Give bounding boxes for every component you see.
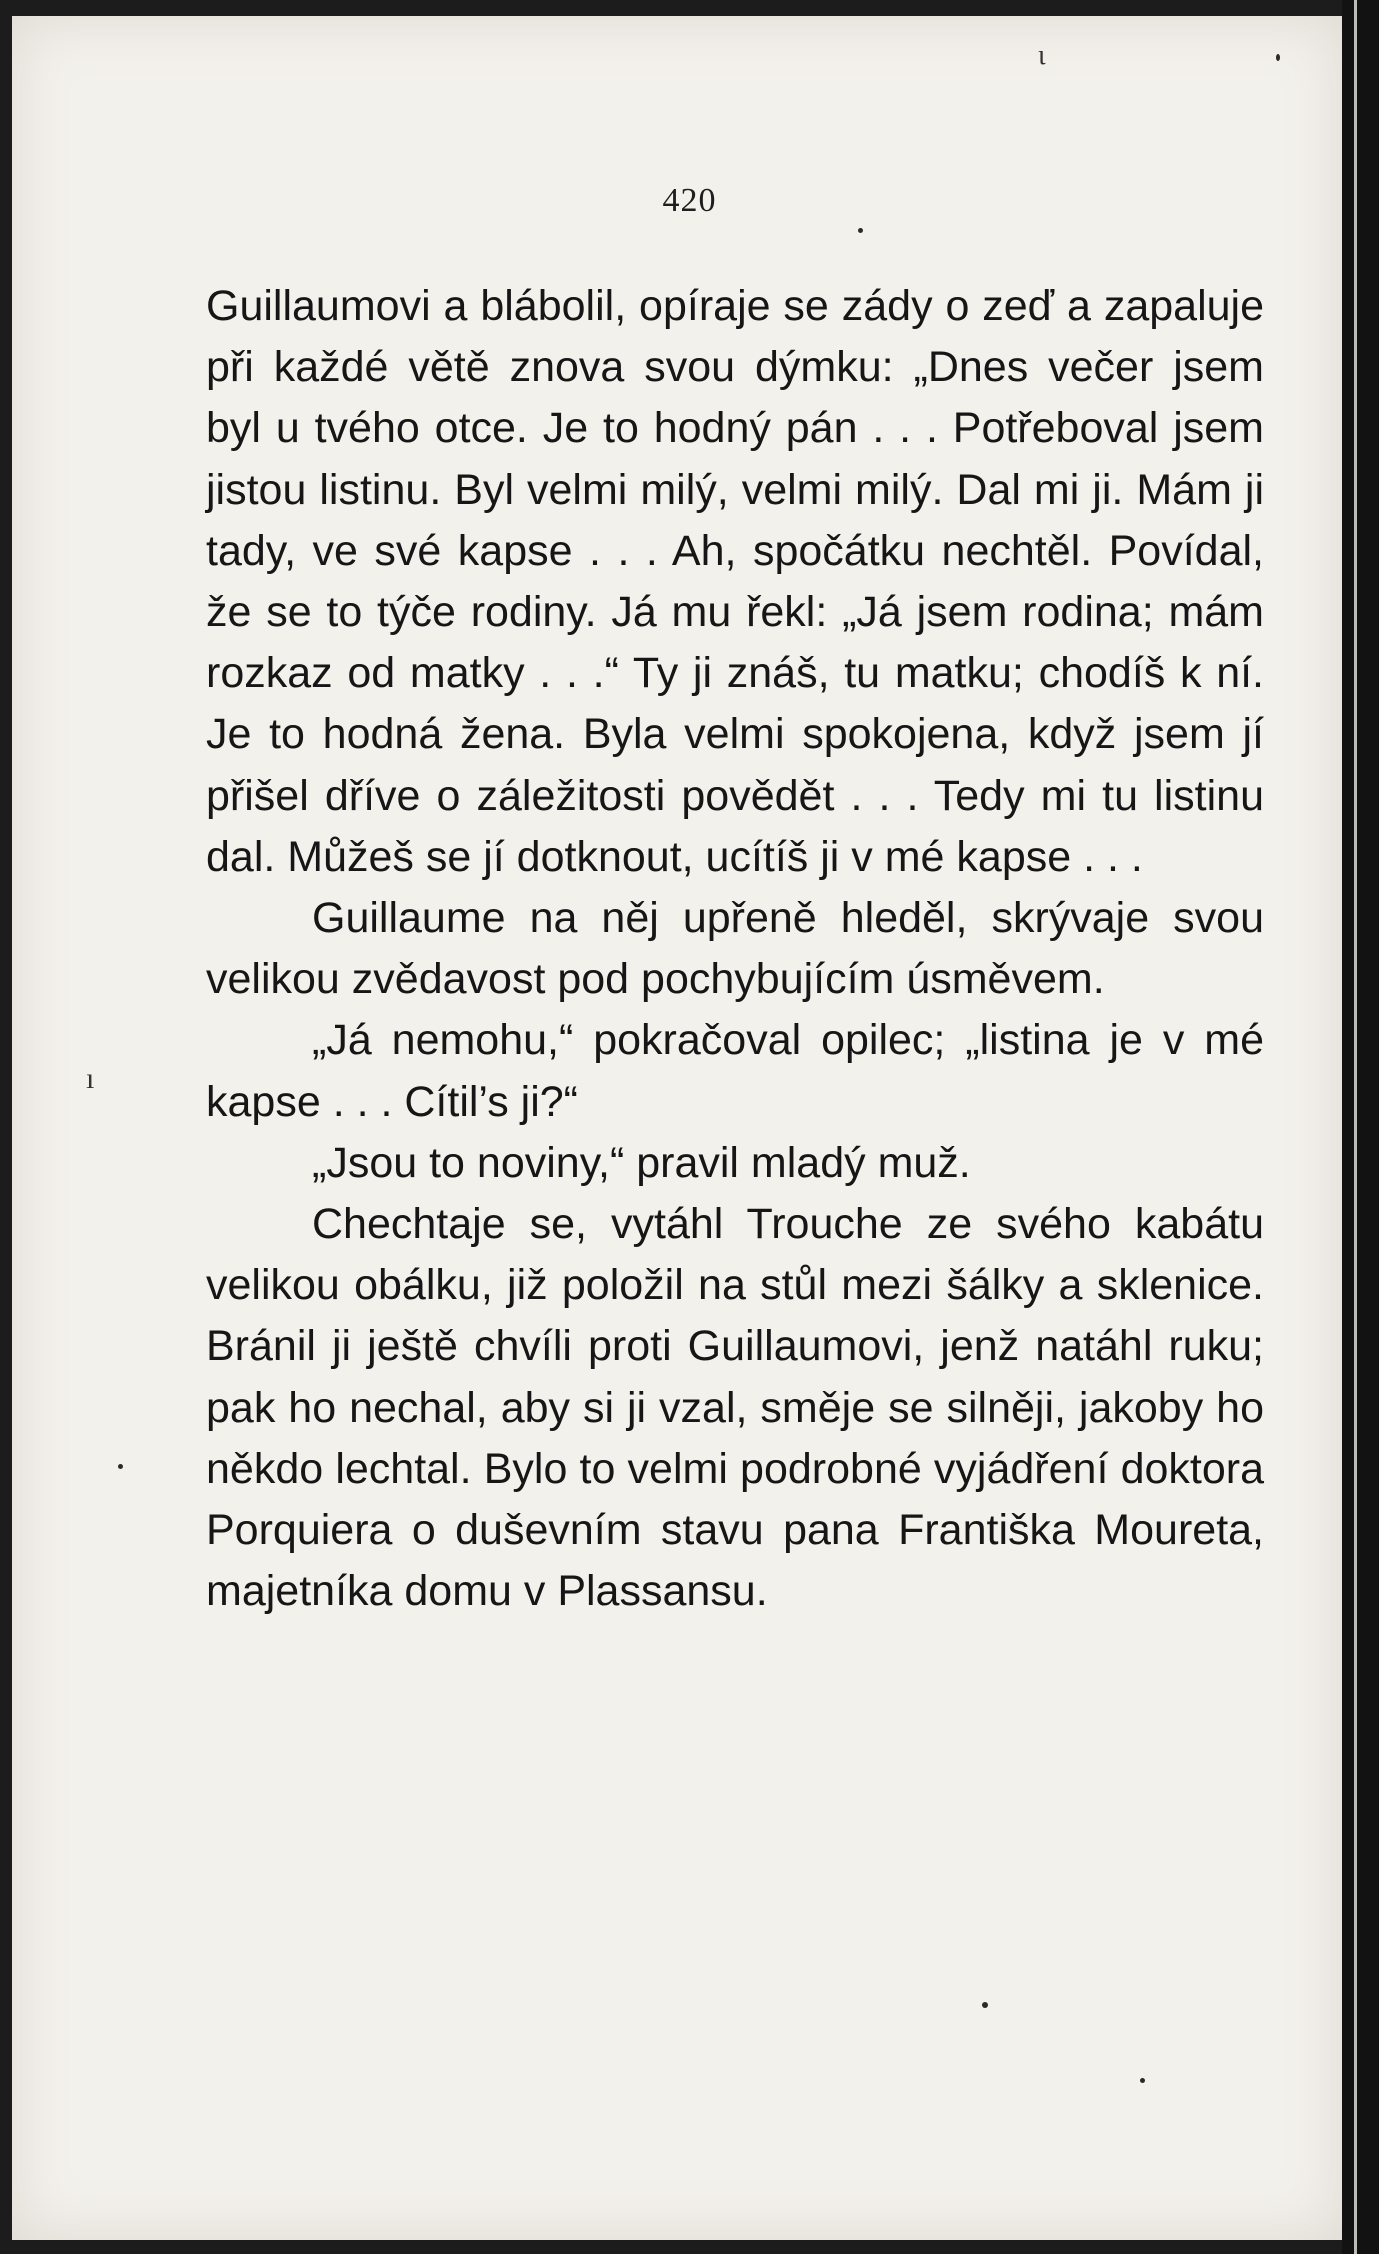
page-number: 420 <box>662 182 717 219</box>
scan-speck <box>858 228 863 233</box>
scan-speck <box>118 1464 123 1469</box>
paragraph-1: Guillaumovi a blábolil, opíraje se zády o zeď a zapaluje při každé větě znova svou dýmku: „Dnes večer jsem byl u tvého otce. Je to hodný pán . . . Potřeboval jsem jistou listinu. Byl velmi milý, velmi milý. Dal mi ji. Mám ji tady, ve své kapse . . . Ah, spočátku nechtěl. Povídal, že se to týče rodiny. Já mu řekl: „Já jsem rodina; mám rozkaz od matky . . .“ Ty ji znáš, tu matku; chodíš k ní. Je to hodná žena. Byla velmi spokojena, když jsem jí přišel dříve o záležitosti povědět . . . Tedy mi tu listinu dal. Můžeš se jí dotknout, ucítíš ji v mé kapse . . . <box>206 282 1264 881</box>
paragraph-3: „Já nemohu,“ pokračoval opilec; „listina je v mé kapse . . . Cítil’s ji?“ <box>206 1016 1264 1126</box>
scan-mark: ι <box>1038 40 1046 71</box>
scan-speck <box>1276 54 1280 61</box>
body-text <box>206 276 1264 1622</box>
paragraph-5: Chechtaje se, vytáhl Trouche ze svého kabátu velikou obálku, již položil na stůl mezi šálky a sklenice. Bránil ji ještě chvíli proti Guillaumovi, jenž natáhl ruku; pak ho nechal, aby si ji vzal, směje se silněji, jakoby ho někdo lechtal. Bylo to velmi podrobné vyjádření doktora Porquiera o duševním stavu pana Františka Moureta, majetníka domu v Plassansu. <box>206 1200 1264 1616</box>
scan-speck <box>1140 2078 1145 2083</box>
scan-speck <box>982 2002 988 2008</box>
page-edge-line <box>1354 0 1357 2254</box>
page-edge <box>1342 0 1379 2254</box>
paragraph-2: Guillaume na něj upřeně hleděl, skrývaje svou velikou zvědavost pod pochybujícím úsměvem. <box>206 894 1264 1004</box>
scan-mark: ı <box>86 1062 95 1095</box>
paragraph-4: „Jsou to noviny,“ pravil mladý muž. <box>312 1138 971 1187</box>
